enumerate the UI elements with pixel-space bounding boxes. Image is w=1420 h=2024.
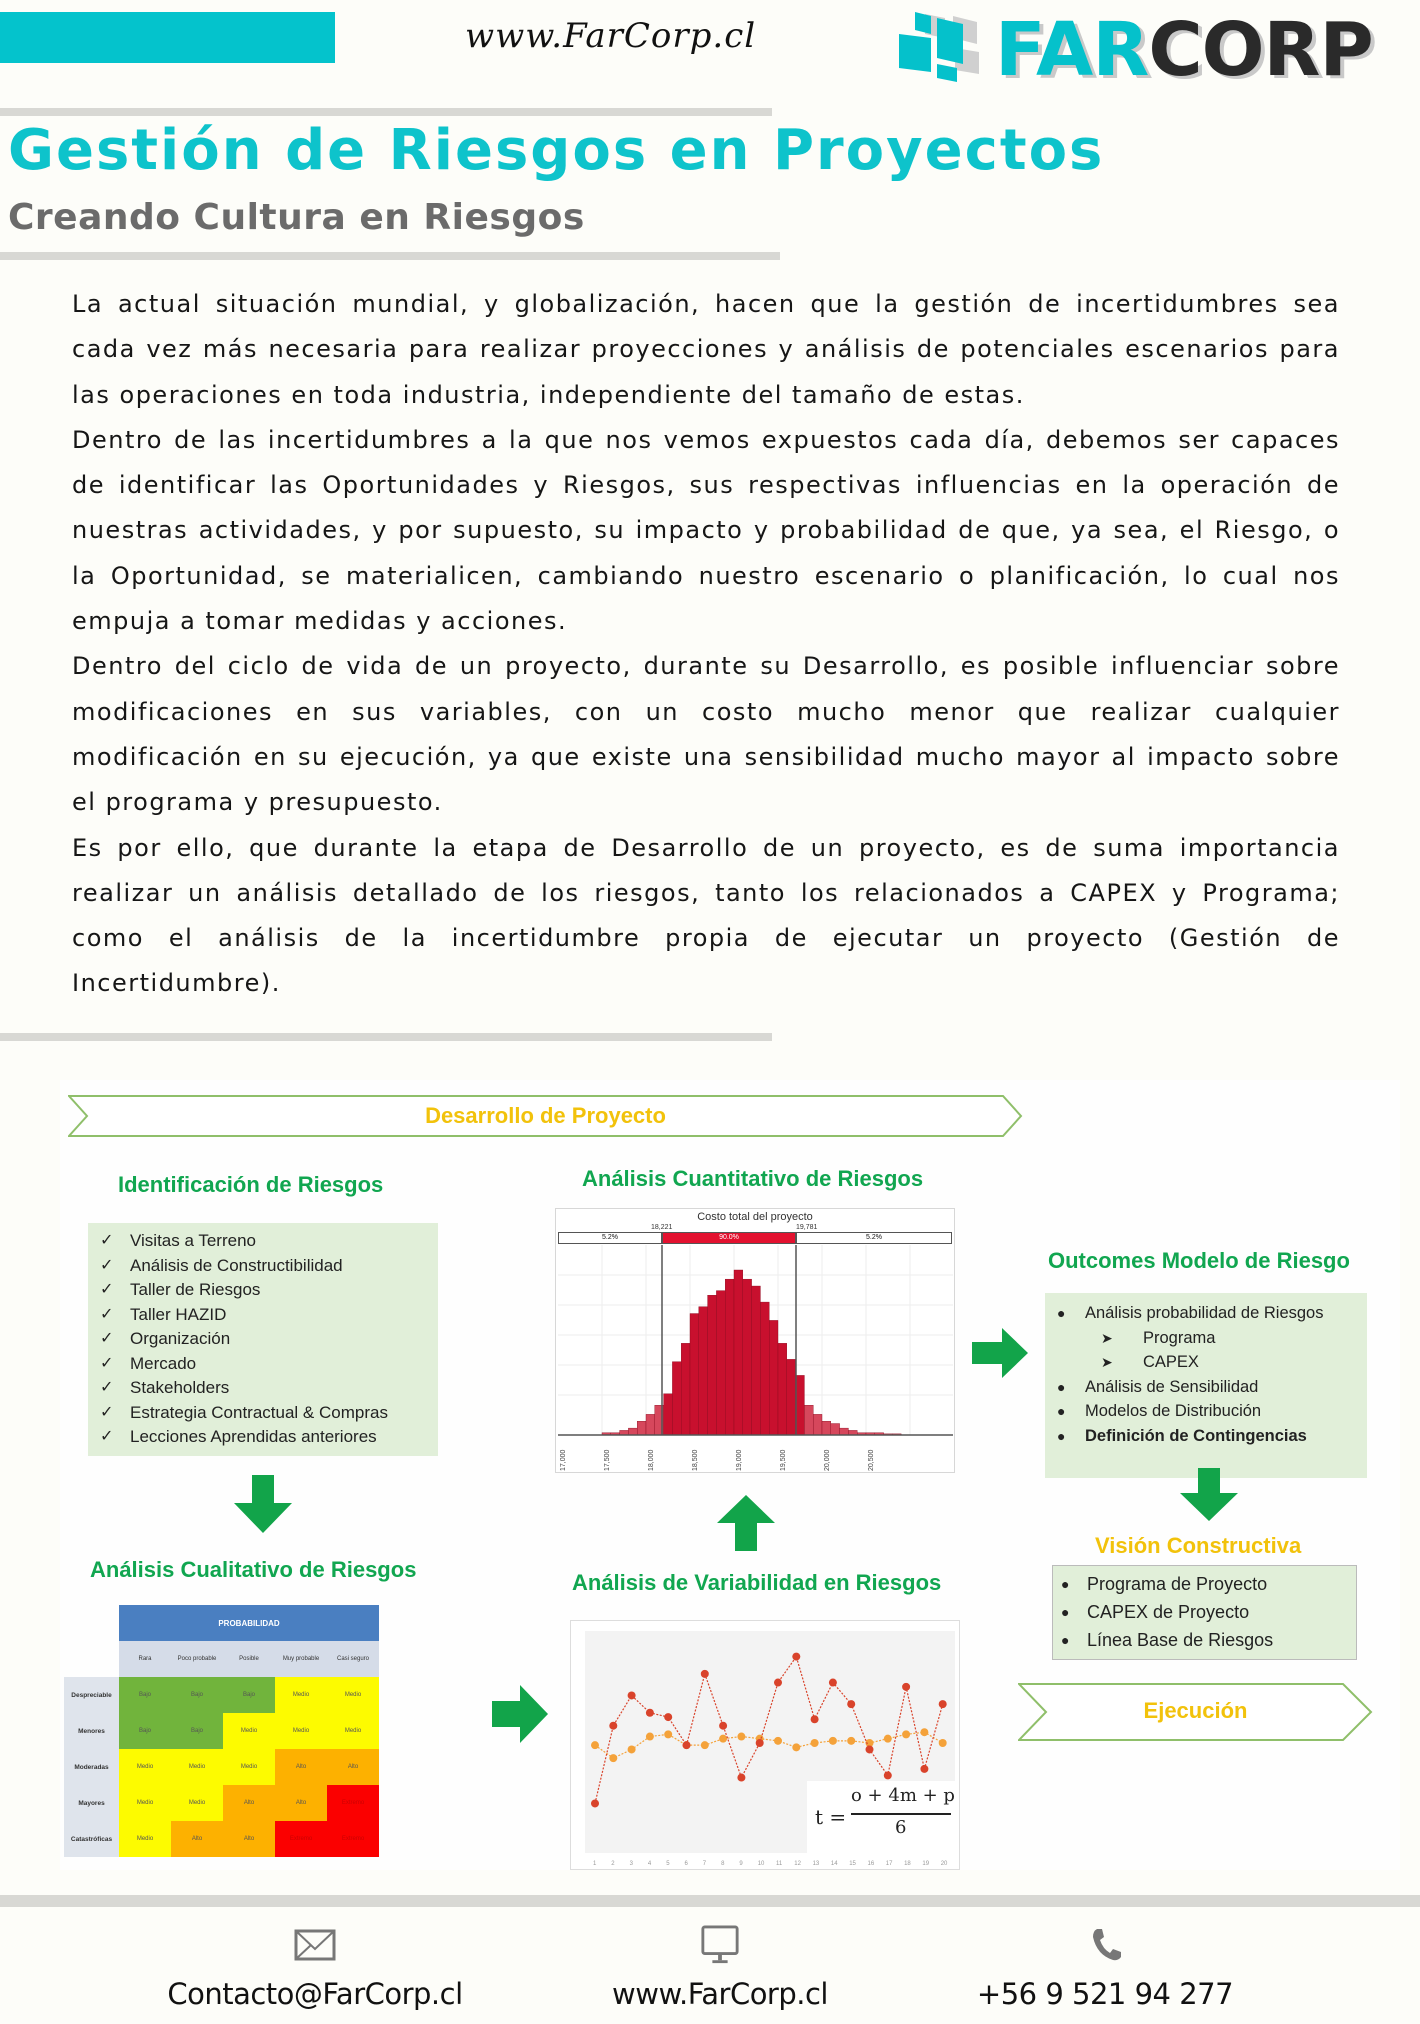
list-item — [1049, 1399, 1367, 1424]
matrix-cell: Medio — [223, 1713, 275, 1749]
item-label: Definición de Contingencias — [1085, 1426, 1307, 1445]
matrix-cell: Medio — [275, 1677, 327, 1713]
matrix-column-header: Casi seguro — [327, 1641, 379, 1677]
banner-desarrollo — [68, 1095, 1023, 1137]
list-item — [100, 1229, 438, 1254]
arrow-down-icon — [1178, 1468, 1240, 1523]
list-item — [1053, 1570, 1356, 1598]
svg-text:7: 7 — [702, 1861, 707, 1867]
svg-text:3: 3 — [629, 1861, 633, 1867]
item-label: Visitas a Terreno — [130, 1231, 256, 1250]
matrix-cell: Extremo — [327, 1821, 379, 1857]
matrix-row — [64, 1821, 379, 1857]
check-icon: ✓ — [100, 1281, 114, 1298]
svg-text:6: 6 — [684, 1861, 688, 1867]
histogram-lower-marker: 18,221 — [651, 1224, 673, 1231]
logo-wordmark — [995, 7, 1373, 93]
list-item — [100, 1278, 438, 1303]
variabilidad-title: Análisis de Variabilidad en Riesgos — [572, 1570, 942, 1595]
title-divider — [0, 252, 780, 260]
matrix-column-header: Rara — [119, 1641, 171, 1677]
item-label: Organización — [130, 1329, 231, 1348]
svg-text:18: 18 — [904, 1861, 911, 1867]
list-item — [100, 1376, 438, 1401]
footer-website-text[interactable]: www.FarCorp.cl — [612, 1977, 828, 2011]
item-label: CAPEX de Proyecto — [1087, 1602, 1250, 1622]
svg-text:20: 20 — [940, 1861, 948, 1867]
list-item — [1049, 1375, 1367, 1400]
matrix-cell: Medio — [223, 1749, 275, 1785]
list-item — [100, 1352, 438, 1377]
list-item — [1053, 1598, 1356, 1626]
matrix-cell: Bajo — [119, 1677, 171, 1713]
outcomes-title: Outcomes Modelo de Riesgo — [1048, 1248, 1350, 1273]
svg-text:10: 10 — [757, 1861, 765, 1867]
cuantitativo-title: Análisis Cuantitativo de Riesgos — [582, 1166, 924, 1191]
matrix-row — [64, 1713, 379, 1749]
phone-icon — [1085, 1925, 1125, 1965]
list-item — [100, 1254, 438, 1279]
identificacion-box — [88, 1223, 438, 1456]
bullet-icon: ● — [1057, 1403, 1066, 1419]
check-icon: ✓ — [100, 1379, 114, 1396]
list-item — [1049, 1301, 1367, 1326]
item-label: Mercado — [130, 1353, 197, 1373]
bullet-icon: ● — [1061, 1632, 1070, 1648]
matrix-cell: Alto — [275, 1785, 327, 1821]
page-subtitle: Creando Cultura en Riesgos — [8, 197, 585, 238]
paragraph: La actual situación mundial, y globalización, hacen que la gestión de incertidumbres sea cada vez más necesaria para realizar proyecciones y análisis de potenciales escenarios para las operaciones en toda industria, independiente del tamaño de estas. — [72, 290, 1340, 409]
svg-text:12: 12 — [794, 1861, 801, 1867]
footer-divider — [0, 1895, 1420, 1907]
svg-text:19: 19 — [922, 1861, 930, 1867]
risk-matrix-table — [64, 1605, 379, 1857]
body-divider — [0, 1033, 772, 1041]
formula-numerator: o + 4m + p — [851, 1785, 955, 1806]
item-label: Modelos de Distribución — [1085, 1402, 1262, 1420]
risk-process-diagram — [60, 1080, 1400, 1870]
matrix-column-header: Poco probable — [171, 1641, 223, 1677]
formula-fraction-bar — [851, 1813, 951, 1815]
svg-text:5: 5 — [666, 1861, 670, 1867]
svg-text:13: 13 — [812, 1861, 820, 1867]
matrix-cell: Bajo — [119, 1713, 171, 1749]
histogram-x-tick: 17,500 — [604, 1449, 611, 1471]
matrix-row — [64, 1785, 379, 1821]
matrix-cell: Medio — [171, 1749, 223, 1785]
farcorp-tiles-logo-icon — [895, 8, 995, 88]
matrix-cell: Medio — [171, 1785, 223, 1821]
matrix-cell: Alto — [275, 1749, 327, 1785]
histogram-x-tick: 19,500 — [780, 1449, 787, 1471]
matrix-cell: Medio — [119, 1821, 171, 1857]
item-label: Programa de Proyecto — [1087, 1574, 1268, 1594]
banner-ejecucion-label: Ejecución — [1143, 1698, 1248, 1723]
list-item — [1049, 1326, 1367, 1351]
list-item — [1049, 1424, 1367, 1449]
check-icon: ✓ — [100, 1256, 114, 1274]
list-item — [100, 1401, 438, 1426]
item-label: Stakeholders — [130, 1378, 230, 1397]
svg-text:9: 9 — [739, 1861, 743, 1867]
svg-text:15: 15 — [849, 1861, 856, 1867]
histogram-x-tick: 17,000 — [560, 1449, 567, 1471]
list-item — [1049, 1350, 1367, 1375]
histogram-upper-marker: 19,781 — [796, 1224, 818, 1231]
matrix-cell: Medio — [275, 1713, 327, 1749]
svg-text:14: 14 — [830, 1861, 838, 1867]
arrowhead-bullet-icon: ➤ — [1101, 1329, 1113, 1346]
header-divider — [0, 108, 772, 116]
cualitativo-title: Análisis Cualitativo de Riesgos — [90, 1557, 417, 1582]
matrix-row — [64, 1677, 379, 1713]
matrix-column-header: Posible — [223, 1641, 275, 1677]
matrix-cell: Bajo — [223, 1677, 275, 1713]
article-body — [72, 282, 1340, 1007]
matrix-column-header: Muy probable — [275, 1641, 327, 1677]
histogram-x-tick: 19,000 — [736, 1449, 743, 1471]
matrix-row-header: Catastróficas — [64, 1821, 119, 1857]
histogram-band-left: 5.2% — [558, 1232, 662, 1244]
paragraph: Es por ello, que durante la etapa de Desarrollo de un proyecto, es de suma importancia realizar un análisis detallado de los riesgos, tanto los relacionados a CAPEX y Programa; como el análisis de la incertidumbre propia de ejecutar un proyecto (Gestión de Incertidumbre). — [72, 833, 1340, 998]
item-label: Análisis probabilidad de Riesgos — [1085, 1304, 1324, 1322]
header-site-url[interactable]: www.FarCorp.cl — [465, 16, 757, 56]
svg-text:1: 1 — [593, 1861, 597, 1867]
matrix-cell: Medio — [119, 1749, 171, 1785]
svg-text:11: 11 — [776, 1861, 783, 1867]
farcorp-logo[interactable] — [895, 6, 1415, 93]
matrix-cell: Alto — [223, 1785, 275, 1821]
item-label: Programa — [1143, 1328, 1216, 1347]
monitor-icon — [698, 1925, 742, 1965]
bullet-icon: ● — [1057, 1427, 1066, 1444]
histogram-title: Costo total del proyecto — [697, 1211, 813, 1223]
matrix-row-header: Mayores — [64, 1785, 119, 1821]
matrix-cell: Alto — [223, 1821, 275, 1857]
arrowhead-bullet-icon: ➤ — [1101, 1354, 1113, 1370]
svg-text:8: 8 — [721, 1861, 725, 1867]
item-label: Línea Base de Riesgos — [1087, 1630, 1274, 1650]
check-icon: ✓ — [100, 1403, 114, 1421]
histogram-plot — [558, 1245, 953, 1437]
matrix-cell: Medio — [327, 1677, 379, 1713]
matrix-cell: Medio — [119, 1785, 171, 1821]
list-item — [1053, 1626, 1356, 1654]
footer-email-text[interactable]: Contacto@FarCorp.cl — [167, 1977, 463, 2011]
item-label: Lecciones Aprendidas anteriores — [130, 1427, 377, 1446]
histogram-band-center: 90.0% — [662, 1232, 796, 1244]
envelope-icon — [293, 1925, 337, 1965]
matrix-row — [64, 1749, 379, 1785]
histogram-chart — [555, 1208, 955, 1473]
histogram-x-tick: 20,500 — [868, 1449, 875, 1471]
matrix-corner — [64, 1605, 119, 1641]
footer-website[interactable] — [540, 1925, 900, 2011]
bullet-icon: ● — [1057, 1378, 1066, 1395]
item-label: CAPEX — [1143, 1353, 1199, 1371]
check-icon: ✓ — [100, 1305, 114, 1323]
footer-phone[interactable] — [925, 1925, 1285, 2011]
item-label: Estrategia Contractual & Compras — [130, 1402, 388, 1422]
item-label: Taller de Riesgos — [130, 1280, 261, 1299]
matrix-cell: Bajo — [171, 1713, 223, 1749]
bullet-icon: ● — [1057, 1305, 1066, 1321]
bullet-icon: ● — [1061, 1576, 1070, 1592]
histogram-x-tick: 18,000 — [648, 1449, 655, 1471]
list-item — [100, 1425, 438, 1450]
matrix-cell: Extremo — [327, 1785, 379, 1821]
vision-title: Visión Constructiva — [1095, 1533, 1302, 1558]
histogram-x-tick: 20,000 — [824, 1449, 831, 1471]
svg-text:2: 2 — [611, 1861, 615, 1867]
logo-corp: CORP — [1148, 7, 1373, 93]
histogram-band-right: 5.2% — [796, 1232, 952, 1244]
vision-box — [1052, 1565, 1357, 1660]
svg-text:4: 4 — [647, 1861, 652, 1867]
page-title: Gestión de Riesgos en Proyectos — [8, 118, 1105, 183]
item-label: Análisis de Constructibilidad — [130, 1255, 343, 1275]
list-item — [100, 1303, 438, 1328]
item-label: Taller HAZID — [130, 1304, 227, 1324]
check-icon: ✓ — [100, 1354, 114, 1372]
matrix-cell: Extremo — [275, 1821, 327, 1857]
matrix-row-header: Menores — [64, 1713, 119, 1749]
banner-desarrollo-label: Desarrollo de Proyecto — [425, 1103, 666, 1128]
footer-email[interactable] — [135, 1925, 495, 2011]
footer-phone-text[interactable]: +56 9 521 94 277 — [976, 1977, 1234, 2011]
matrix-cell: Alto — [327, 1749, 379, 1785]
svg-text:17: 17 — [885, 1861, 893, 1867]
arrow-right-icon — [972, 1328, 1030, 1378]
header-accent-bar — [0, 12, 335, 63]
check-icon: ✓ — [100, 1330, 114, 1347]
outcomes-box — [1045, 1293, 1367, 1478]
paragraph: Dentro de las incertidumbres a la que nos vemos expuestos cada día, debemos ser capaces de identificar las Oportunidades y Riesgos, sus respectivas influencias en la operación de nuestras actividades, y por supuesto, su impacto y probabilidad de que, ya sea, el Riesgo, o la Oportunidad, se materialicen, cambiando nuestro escenario o planificación, lo cual nos empuja a tomar medidas y acciones. — [72, 425, 1340, 636]
paragraph: Dentro del ciclo de vida de un proyecto, durante su Desarrollo, es posible influenciar sobre modificaciones en sus variables, con un costo mucho menor que realizar cualquier modificación en su ejecución, ya que existe una sensibilidad mucho mayor al impacto sobre el programa y presupuesto. — [72, 652, 1340, 817]
logo-far: FAR — [995, 7, 1149, 93]
matrix-header: PROBABILIDAD — [119, 1605, 379, 1641]
matrix-row-header: Despreciable — [64, 1677, 119, 1713]
banner-ejecucion — [1018, 1683, 1373, 1741]
identificacion-title: Identificación de Riesgos — [118, 1172, 384, 1197]
matrix-row-header: Moderadas — [64, 1749, 119, 1785]
svg-text:16: 16 — [867, 1861, 875, 1867]
check-icon: ✓ — [100, 1428, 114, 1445]
item-label: Análisis de Sensibilidad — [1085, 1377, 1259, 1396]
matrix-cell: Alto — [171, 1821, 223, 1857]
check-icon: ✓ — [100, 1232, 114, 1249]
pert-formula — [807, 1781, 957, 1853]
arrow-up-icon — [715, 1495, 777, 1553]
formula-denominator: 6 — [895, 1817, 907, 1838]
matrix-corner — [64, 1641, 119, 1677]
formula-lhs: t = — [815, 1805, 847, 1829]
arrow-right-icon — [492, 1685, 550, 1743]
histogram-x-tick: 18,500 — [692, 1449, 699, 1471]
variability-chart — [570, 1620, 960, 1870]
list-item — [100, 1327, 438, 1352]
bullet-icon: ● — [1061, 1604, 1070, 1620]
arrow-down-icon — [232, 1475, 294, 1535]
matrix-cell: Bajo — [171, 1677, 223, 1713]
matrix-cell: Medio — [327, 1713, 379, 1749]
